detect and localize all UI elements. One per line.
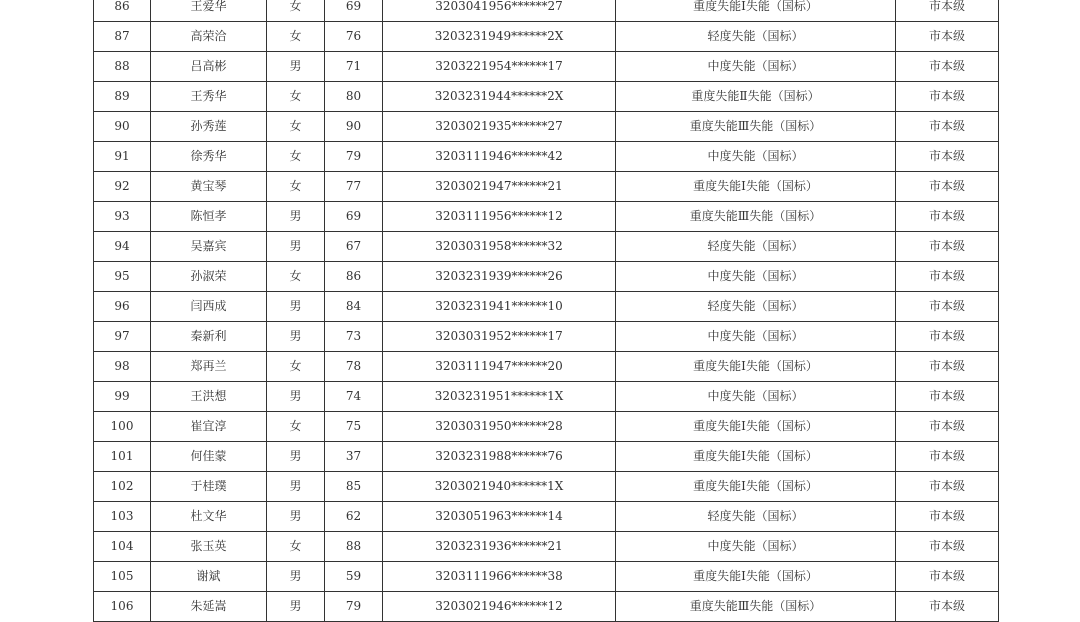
name-cell: 杜文华 — [151, 502, 267, 532]
row-number-cell: 91 — [94, 142, 151, 172]
table-row — [94, 112, 999, 142]
district-cell: 市本级 — [896, 502, 999, 532]
district-cell: 市本级 — [896, 142, 999, 172]
row-number-cell: 105 — [94, 562, 151, 592]
district-cell: 市本级 — [896, 202, 999, 232]
table-row — [94, 292, 999, 322]
disability-level-cell: 重度失能Ⅱ失能（国标） — [616, 82, 896, 112]
id-number-cell: 3203231988******76 — [383, 442, 616, 472]
disability-level-cell: 中度失能（国标） — [616, 322, 896, 352]
id-number-cell: 3203231944******2X — [383, 82, 616, 112]
disability-level-cell: 重度失能Ⅰ失能（国标） — [616, 562, 896, 592]
table-row — [94, 82, 999, 112]
sex-cell: 女 — [267, 532, 325, 562]
district-cell: 市本级 — [896, 82, 999, 112]
age-cell: 79 — [325, 592, 383, 622]
disability-level-cell: 重度失能Ⅰ失能（国标） — [616, 172, 896, 202]
sex-cell: 女 — [267, 172, 325, 202]
age-cell: 71 — [325, 52, 383, 82]
id-number-cell: 3203111956******12 — [383, 202, 616, 232]
name-cell: 徐秀华 — [151, 142, 267, 172]
name-cell: 闫西成 — [151, 292, 267, 322]
district-cell: 市本级 — [896, 382, 999, 412]
age-cell: 69 — [325, 202, 383, 232]
age-cell: 74 — [325, 382, 383, 412]
name-cell: 陈恒孝 — [151, 202, 267, 232]
row-number-cell: 95 — [94, 262, 151, 292]
table-row — [94, 322, 999, 352]
table-row — [94, 562, 999, 592]
age-cell: 67 — [325, 232, 383, 262]
disability-level-cell: 中度失能（国标） — [616, 532, 896, 562]
district-cell: 市本级 — [896, 592, 999, 622]
row-number-cell: 100 — [94, 412, 151, 442]
table-row — [94, 442, 999, 472]
name-cell: 谢斌 — [151, 562, 267, 592]
row-number-cell: 98 — [94, 352, 151, 382]
table-body — [94, 0, 999, 622]
row-number-cell: 94 — [94, 232, 151, 262]
sex-cell: 女 — [267, 112, 325, 142]
district-cell: 市本级 — [896, 352, 999, 382]
id-number-cell: 3203021946******12 — [383, 592, 616, 622]
id-number-cell: 3203021947******21 — [383, 172, 616, 202]
sex-cell: 女 — [267, 22, 325, 52]
sex-cell: 女 — [267, 82, 325, 112]
disability-level-cell: 中度失能（国标） — [616, 142, 896, 172]
name-cell: 吕高彬 — [151, 52, 267, 82]
id-number-cell: 3203231949******2X — [383, 22, 616, 52]
age-cell: 37 — [325, 442, 383, 472]
sex-cell: 男 — [267, 592, 325, 622]
row-number-cell: 86 — [94, 0, 151, 22]
sex-cell: 男 — [267, 472, 325, 502]
name-cell: 王爱华 — [151, 0, 267, 22]
district-cell: 市本级 — [896, 562, 999, 592]
district-cell: 市本级 — [896, 472, 999, 502]
age-cell: 90 — [325, 112, 383, 142]
sex-cell: 男 — [267, 292, 325, 322]
document-page — [93, 0, 998, 622]
table-row — [94, 52, 999, 82]
id-number-cell: 3203221954******17 — [383, 52, 616, 82]
table-row — [94, 0, 999, 22]
sex-cell: 男 — [267, 382, 325, 412]
disability-level-cell: 中度失能（国标） — [616, 262, 896, 292]
age-cell: 78 — [325, 352, 383, 382]
name-cell: 王秀华 — [151, 82, 267, 112]
id-number-cell: 3203231939******26 — [383, 262, 616, 292]
table-row — [94, 502, 999, 532]
name-cell: 黄宝琴 — [151, 172, 267, 202]
disability-level-cell: 中度失能（国标） — [616, 52, 896, 82]
district-cell: 市本级 — [896, 442, 999, 472]
sex-cell: 男 — [267, 52, 325, 82]
sex-cell: 女 — [267, 412, 325, 442]
row-number-cell: 106 — [94, 592, 151, 622]
disability-level-cell: 重度失能Ⅲ失能（国标） — [616, 112, 896, 142]
age-cell: 85 — [325, 472, 383, 502]
age-cell: 84 — [325, 292, 383, 322]
table-row — [94, 142, 999, 172]
id-number-cell: 3203041956******27 — [383, 0, 616, 22]
row-number-cell: 97 — [94, 322, 151, 352]
name-cell: 郑再兰 — [151, 352, 267, 382]
disability-level-cell: 轻度失能（国标） — [616, 232, 896, 262]
sex-cell: 女 — [267, 0, 325, 22]
name-cell: 崔宜淳 — [151, 412, 267, 442]
district-cell: 市本级 — [896, 412, 999, 442]
disability-level-cell: 重度失能Ⅰ失能（国标） — [616, 0, 896, 22]
disability-level-cell: 重度失能Ⅲ失能（国标） — [616, 592, 896, 622]
district-cell: 市本级 — [896, 262, 999, 292]
name-cell: 吴嘉宾 — [151, 232, 267, 262]
age-cell: 76 — [325, 22, 383, 52]
id-number-cell: 3203021935******27 — [383, 112, 616, 142]
id-number-cell: 3203111966******38 — [383, 562, 616, 592]
table-row — [94, 262, 999, 292]
age-cell: 59 — [325, 562, 383, 592]
sex-cell: 男 — [267, 202, 325, 232]
district-cell: 市本级 — [896, 532, 999, 562]
id-number-cell: 3203111946******42 — [383, 142, 616, 172]
name-cell: 何佳蒙 — [151, 442, 267, 472]
sex-cell: 女 — [267, 142, 325, 172]
table-row — [94, 22, 999, 52]
row-number-cell: 92 — [94, 172, 151, 202]
table-row — [94, 472, 999, 502]
table-row — [94, 382, 999, 412]
row-number-cell: 103 — [94, 502, 151, 532]
id-number-cell: 3203031950******28 — [383, 412, 616, 442]
disability-level-cell: 重度失能Ⅰ失能（国标） — [616, 412, 896, 442]
name-cell: 孙淑荣 — [151, 262, 267, 292]
disability-level-cell: 轻度失能（国标） — [616, 502, 896, 532]
row-number-cell: 87 — [94, 22, 151, 52]
age-cell: 88 — [325, 532, 383, 562]
disability-level-cell: 重度失能Ⅰ失能（国标） — [616, 472, 896, 502]
disability-level-cell: 重度失能Ⅰ失能（国标） — [616, 352, 896, 382]
id-number-cell: 3203051963******14 — [383, 502, 616, 532]
table-row — [94, 352, 999, 382]
row-number-cell: 89 — [94, 82, 151, 112]
row-number-cell: 93 — [94, 202, 151, 232]
name-cell: 孙秀莲 — [151, 112, 267, 142]
table-row — [94, 172, 999, 202]
id-number-cell: 3203231951******1X — [383, 382, 616, 412]
row-number-cell: 96 — [94, 292, 151, 322]
age-cell: 86 — [325, 262, 383, 292]
district-cell: 市本级 — [896, 232, 999, 262]
age-cell: 75 — [325, 412, 383, 442]
name-cell: 朱延嵩 — [151, 592, 267, 622]
table-row — [94, 532, 999, 562]
row-number-cell: 99 — [94, 382, 151, 412]
disability-level-cell: 重度失能Ⅰ失能（国标） — [616, 442, 896, 472]
name-cell: 高荣洽 — [151, 22, 267, 52]
name-cell: 张玉英 — [151, 532, 267, 562]
age-cell: 77 — [325, 172, 383, 202]
district-cell: 市本级 — [896, 172, 999, 202]
age-cell: 73 — [325, 322, 383, 352]
district-cell: 市本级 — [896, 112, 999, 142]
row-number-cell: 101 — [94, 442, 151, 472]
id-number-cell: 3203031952******17 — [383, 322, 616, 352]
row-number-cell: 102 — [94, 472, 151, 502]
row-number-cell: 88 — [94, 52, 151, 82]
disability-level-cell: 轻度失能（国标） — [616, 22, 896, 52]
district-cell: 市本级 — [896, 22, 999, 52]
id-number-cell: 3203031958******32 — [383, 232, 616, 262]
district-cell: 市本级 — [896, 0, 999, 22]
name-cell: 于桂璞 — [151, 472, 267, 502]
id-number-cell: 3203021940******1X — [383, 472, 616, 502]
sex-cell: 女 — [267, 262, 325, 292]
age-cell: 69 — [325, 0, 383, 22]
district-cell: 市本级 — [896, 52, 999, 82]
disability-level-cell: 中度失能（国标） — [616, 382, 896, 412]
table-row — [94, 232, 999, 262]
disability-level-cell: 重度失能Ⅲ失能（国标） — [616, 202, 896, 232]
table-row — [94, 202, 999, 232]
age-cell: 80 — [325, 82, 383, 112]
age-cell: 79 — [325, 142, 383, 172]
name-cell: 秦新利 — [151, 322, 267, 352]
row-number-cell: 104 — [94, 532, 151, 562]
table-row — [94, 412, 999, 442]
disability-level-cell: 轻度失能（国标） — [616, 292, 896, 322]
sex-cell: 男 — [267, 322, 325, 352]
sex-cell: 男 — [267, 562, 325, 592]
id-number-cell: 3203111947******20 — [383, 352, 616, 382]
sex-cell: 女 — [267, 352, 325, 382]
age-cell: 62 — [325, 502, 383, 532]
sex-cell: 男 — [267, 442, 325, 472]
id-number-cell: 3203231936******21 — [383, 532, 616, 562]
sex-cell: 男 — [267, 232, 325, 262]
district-cell: 市本级 — [896, 322, 999, 352]
id-number-cell: 3203231941******10 — [383, 292, 616, 322]
table-row — [94, 592, 999, 622]
row-number-cell: 90 — [94, 112, 151, 142]
name-cell: 王洪想 — [151, 382, 267, 412]
sex-cell: 男 — [267, 502, 325, 532]
district-cell: 市本级 — [896, 292, 999, 322]
disability-roster-table — [93, 0, 999, 622]
